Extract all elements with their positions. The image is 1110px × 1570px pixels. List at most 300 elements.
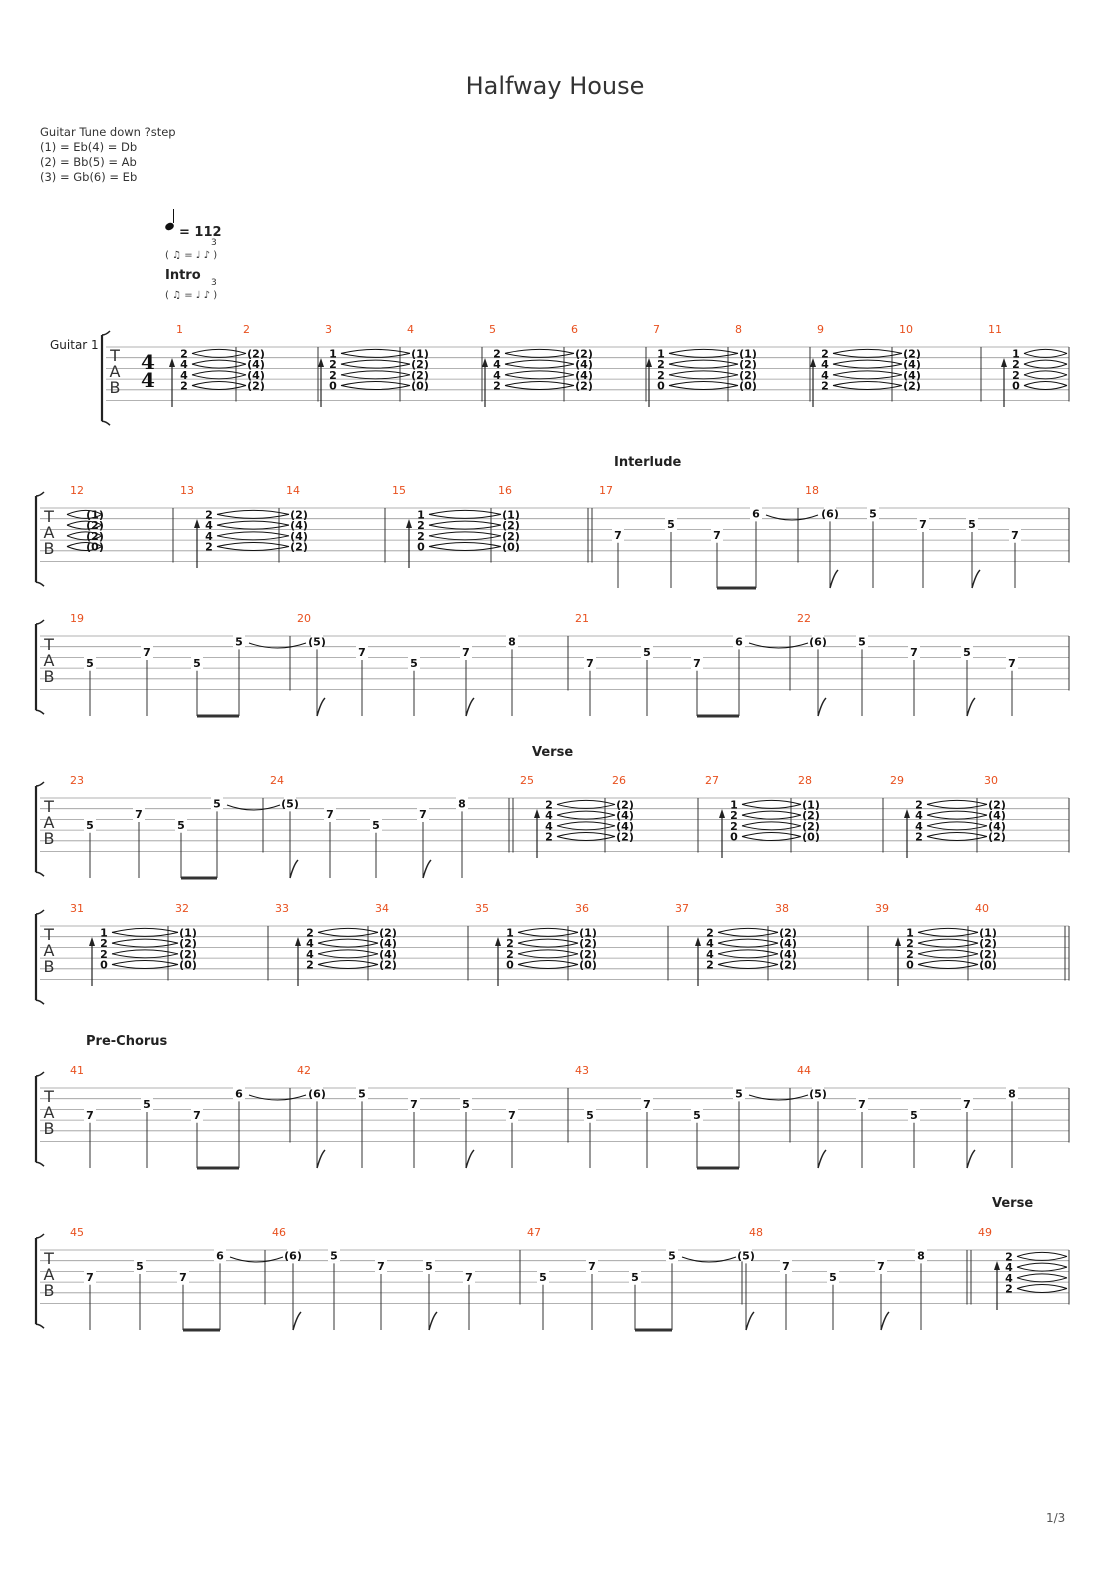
tie-arc <box>742 811 801 815</box>
tab-clef-letter: B <box>43 957 55 976</box>
fret-number: 4 <box>205 519 213 533</box>
tie-arc <box>217 547 289 551</box>
fret-number: 4 <box>306 937 314 951</box>
tie-arc <box>1024 375 1067 379</box>
fret-number: 5 <box>372 818 380 832</box>
fret-number: 6 <box>752 507 760 521</box>
fret-number: 0 <box>329 379 337 393</box>
tie-arc <box>318 932 378 936</box>
upstroke-arrow-icon <box>194 519 200 528</box>
song-title: Halfway House <box>465 72 645 100</box>
fret-number: (6) <box>308 1087 326 1101</box>
tuning-line: (1) = Eb(4) = Db <box>40 140 138 154</box>
tie-arc <box>217 543 289 547</box>
bar-number: 3 <box>325 323 332 336</box>
tie-arc <box>718 954 778 958</box>
tie-arc <box>718 928 778 932</box>
fret-number: 5 <box>213 797 221 811</box>
tie-arc <box>518 928 578 932</box>
tie-arc <box>192 371 246 375</box>
bar-number: 12 <box>70 484 84 497</box>
tie-arc <box>557 826 615 830</box>
fret-number: 7 <box>419 808 427 822</box>
instrument-label: Guitar 1 <box>50 338 99 352</box>
bar-number: 47 <box>527 1226 541 1239</box>
eighth-flag-icon <box>429 1312 437 1330</box>
tie-arc <box>429 510 501 514</box>
fret-number: 8 <box>508 635 516 649</box>
fret-number: (6) <box>821 507 839 521</box>
tie-arc <box>192 375 246 379</box>
bracket-hook <box>36 872 44 876</box>
fret-number: 8 <box>917 1249 925 1263</box>
bracket-hook <box>36 582 44 586</box>
tie-arc <box>518 932 578 936</box>
tied-fret-number: (2) <box>979 947 997 961</box>
tie-arc <box>249 643 306 648</box>
fret-number: 2 <box>906 937 914 951</box>
time-signature: 4 <box>141 350 155 374</box>
tab-clef-letter: T <box>110 346 120 365</box>
tie-arc <box>217 510 289 514</box>
fret-number: 1 <box>906 926 914 940</box>
bracket-hook <box>36 1162 44 1166</box>
fret-number: 2 <box>493 347 501 361</box>
tie-arc <box>557 822 615 826</box>
fret-number: 7 <box>135 808 143 822</box>
bar-number: 44 <box>797 1064 811 1077</box>
tie-arc <box>918 965 978 969</box>
tab-clef-letter: T <box>44 507 54 526</box>
tie-arc <box>927 800 987 804</box>
fret-number: 5 <box>462 1098 470 1112</box>
tie-arc <box>766 515 818 520</box>
fret-number: 4 <box>821 358 829 372</box>
fret-number: 7 <box>86 1270 94 1284</box>
fret-number: 2 <box>1005 1250 1013 1264</box>
tie-arc <box>192 360 246 364</box>
tie-arc <box>742 833 801 837</box>
bar-number: 1 <box>176 323 183 336</box>
tied-fret-number: (0) <box>411 379 429 393</box>
tie-arc <box>1017 1256 1067 1260</box>
tab-clef-letter: T <box>44 1087 54 1106</box>
tied-fret-number: (2) <box>802 809 820 823</box>
bar-number: 36 <box>575 902 589 915</box>
fret-number: 5 <box>330 1249 338 1263</box>
fret-number: 5 <box>410 656 418 670</box>
fret-number: 5 <box>86 818 94 832</box>
fret-number: 8 <box>1008 1087 1016 1101</box>
fret-number: 5 <box>668 1249 676 1263</box>
bar-number: 38 <box>775 902 789 915</box>
bar-number: 26 <box>612 774 626 787</box>
tab-clef-letter: A <box>43 941 55 960</box>
fret-number: 2 <box>730 819 738 833</box>
tie-arc <box>927 811 987 815</box>
tab-clef-letter: A <box>43 1265 55 1284</box>
tie-arc <box>429 547 501 551</box>
fret-number: 2 <box>915 830 923 844</box>
tie-arc <box>918 954 978 958</box>
section-label-pre-chorus: Pre-Chorus <box>86 1034 168 1049</box>
tied-fret-number: (0) <box>802 830 820 844</box>
tab-clef-letter: B <box>43 829 55 848</box>
fret-number: 1 <box>417 508 425 522</box>
tie-arc <box>192 364 246 368</box>
tie-arc <box>749 1095 808 1100</box>
fret-number: 1 <box>657 347 665 361</box>
fret-number: 4 <box>306 947 314 961</box>
bar-number: 39 <box>875 902 889 915</box>
tie-arc <box>918 932 978 936</box>
tie-arc <box>718 961 778 965</box>
tie-arc <box>918 961 978 965</box>
tie-arc <box>742 800 801 804</box>
bracket-hook <box>36 620 44 624</box>
tie-arc <box>217 525 289 529</box>
tied-fret-number: (4) <box>903 368 921 382</box>
bar-number: 48 <box>749 1226 763 1239</box>
fret-number: 2 <box>1012 358 1020 372</box>
fret-number: 5 <box>643 646 651 660</box>
fret-number: 5 <box>735 1087 743 1101</box>
tie-arc <box>557 800 615 804</box>
bar-number: 16 <box>498 484 512 497</box>
tie-arc <box>927 822 987 826</box>
tie-arc <box>557 804 615 808</box>
tie-arc <box>927 826 987 830</box>
tied-fret-number: (2) <box>411 358 429 372</box>
tab-clef-letter: A <box>43 523 55 542</box>
tie-arc <box>918 939 978 943</box>
bar-number: 37 <box>675 902 689 915</box>
tied-fret-number: (4) <box>575 368 593 382</box>
tie-arc <box>718 932 778 936</box>
tied-fret-number: (1) <box>802 798 820 812</box>
tied-fret-number: (2) <box>579 937 597 951</box>
bracket-hook <box>36 710 44 714</box>
bar-number: 30 <box>984 774 998 787</box>
bar-number: 24 <box>270 774 284 787</box>
fret-number: (5) <box>281 797 299 811</box>
tied-fret-number: (2) <box>379 926 397 940</box>
tie-arc <box>318 928 378 932</box>
tie-arc <box>927 815 987 819</box>
eighth-flag-icon <box>290 860 298 878</box>
bar-number: 27 <box>705 774 719 787</box>
tied-fret-number: (1) <box>86 508 104 522</box>
bar-number: 8 <box>735 323 742 336</box>
tab-clef-letter: T <box>44 1249 54 1268</box>
fret-number: (6) <box>809 635 827 649</box>
bar-number: 33 <box>275 902 289 915</box>
tied-fret-number: (4) <box>616 809 634 823</box>
eighth-flag-icon <box>466 698 474 716</box>
upstroke-arrow-icon <box>406 519 412 528</box>
tie-arc <box>227 805 280 810</box>
fret-number: 7 <box>858 1098 866 1112</box>
tie-arc <box>1017 1274 1067 1278</box>
swing-marker-text: ( ♫ = ♩ ♪ ) <box>165 290 218 301</box>
tie-arc <box>918 950 978 954</box>
tie-arc <box>429 543 501 547</box>
fret-number: 7 <box>588 1260 596 1274</box>
tie-arc <box>318 943 378 947</box>
tied-fret-number: (2) <box>802 819 820 833</box>
fret-number: 0 <box>417 540 425 554</box>
tied-fret-number: (0) <box>86 540 104 554</box>
tied-fret-number: (4) <box>616 819 634 833</box>
fret-number: 5 <box>869 507 877 521</box>
page-number: 1/3 <box>1046 1511 1066 1525</box>
tab-clef-letter: T <box>44 635 54 654</box>
tie-arc <box>718 939 778 943</box>
tied-fret-number: (4) <box>779 947 797 961</box>
fret-number: 4 <box>180 358 188 372</box>
fret-number: 4 <box>205 529 213 543</box>
tie-arc <box>1024 382 1067 386</box>
bar-number: 7 <box>653 323 660 336</box>
eighth-flag-icon <box>818 1150 826 1168</box>
bar-number: 14 <box>286 484 300 497</box>
tie-arc <box>429 514 501 518</box>
bar-number: 28 <box>798 774 812 787</box>
bracket-hook <box>102 331 110 335</box>
upstroke-arrow-icon <box>994 1261 1000 1270</box>
fret-number: 7 <box>643 1098 651 1112</box>
bar-number: 43 <box>575 1064 589 1077</box>
swing-marker-text: ( ♫ = ♩ ♪ ) <box>165 250 218 261</box>
fret-number: 5 <box>858 635 866 649</box>
eighth-flag-icon <box>466 1150 474 1168</box>
tied-fret-number: (4) <box>379 937 397 951</box>
tie-arc <box>518 961 578 965</box>
fret-number: 5 <box>193 656 201 670</box>
time-signature: 4 <box>141 368 155 392</box>
tie-arc <box>217 521 289 525</box>
tie-arc <box>918 943 978 947</box>
fret-number: 2 <box>506 937 514 951</box>
tie-arc <box>518 954 578 958</box>
bar-number: 29 <box>890 774 904 787</box>
tie-arc <box>927 833 987 837</box>
tab-clef-letter: T <box>44 925 54 944</box>
tie-arc <box>927 837 987 841</box>
bar-number: 32 <box>175 902 189 915</box>
tied-fret-number: (1) <box>579 926 597 940</box>
tie-arc <box>1024 371 1067 375</box>
tie-arc <box>429 525 501 529</box>
bracket-hook <box>36 1072 44 1076</box>
tie-arc <box>318 939 378 943</box>
fret-number: 4 <box>915 809 923 823</box>
tied-fret-number: (4) <box>247 358 265 372</box>
tied-fret-number: (2) <box>739 368 757 382</box>
tab-clef-letter: A <box>43 651 55 670</box>
bar-number: 22 <box>797 612 811 625</box>
tied-fret-number: (4) <box>988 809 1006 823</box>
tied-fret-number: (2) <box>579 947 597 961</box>
tied-fret-number: (2) <box>979 937 997 951</box>
tempo-value: = 112 <box>179 225 222 240</box>
fret-number: 7 <box>465 1270 473 1284</box>
tie-arc <box>742 822 801 826</box>
fret-number: 2 <box>493 379 501 393</box>
fret-number: 4 <box>493 368 501 382</box>
bar-number: 31 <box>70 902 84 915</box>
tab-clef-letter: B <box>109 378 121 397</box>
fret-number: 4 <box>180 368 188 382</box>
section-label-verse: Verse <box>532 745 574 760</box>
tied-fret-number: (1) <box>502 508 520 522</box>
tie-arc <box>217 536 289 540</box>
tie-arc <box>742 837 801 841</box>
fret-number: 5 <box>425 1260 433 1274</box>
upstroke-arrow-icon <box>904 809 910 818</box>
tied-fret-number: (2) <box>616 798 634 812</box>
tie-arc <box>742 804 801 808</box>
fret-number: 7 <box>1008 656 1016 670</box>
section-label-verse: Verse <box>992 1196 1034 1211</box>
fret-number: 8 <box>458 797 466 811</box>
fret-number: 4 <box>821 368 829 382</box>
tie-arc <box>742 826 801 830</box>
fret-number: 5 <box>143 1098 151 1112</box>
tied-fret-number: (2) <box>179 947 197 961</box>
tie-arc <box>192 353 246 357</box>
fret-number: 7 <box>919 518 927 532</box>
tie-arc <box>1024 353 1067 357</box>
fret-number: 2 <box>306 958 314 972</box>
fret-number: 7 <box>586 656 594 670</box>
tie-arc <box>192 349 246 353</box>
tied-fret-number: (2) <box>86 519 104 533</box>
fret-number: 7 <box>462 646 470 660</box>
fret-number: 4 <box>706 947 714 961</box>
fret-number: 2 <box>657 358 665 372</box>
fret-number: 7 <box>179 1270 187 1284</box>
tied-fret-number: (2) <box>616 830 634 844</box>
tied-fret-number: (1) <box>739 347 757 361</box>
fret-number: 2 <box>821 379 829 393</box>
tied-fret-number: (2) <box>779 958 797 972</box>
fret-number: 7 <box>193 1108 201 1122</box>
fret-number: (5) <box>809 1087 827 1101</box>
tied-fret-number: (2) <box>379 958 397 972</box>
fret-number: 5 <box>86 656 94 670</box>
bar-number: 49 <box>978 1226 992 1239</box>
fret-number: 1 <box>100 926 108 940</box>
eighth-flag-icon <box>967 1150 975 1168</box>
fret-number: 7 <box>782 1260 790 1274</box>
tuning-line: (2) = Bb(5) = Ab <box>40 155 137 169</box>
fret-number: 1 <box>329 347 337 361</box>
bracket-hook <box>36 492 44 496</box>
fret-number: 5 <box>963 646 971 660</box>
tie-arc <box>1017 1263 1067 1267</box>
tie-arc <box>557 837 615 841</box>
fret-number: 0 <box>100 958 108 972</box>
tied-fret-number: (4) <box>290 529 308 543</box>
fret-number: 5 <box>136 1260 144 1274</box>
eighth-flag-icon <box>830 570 838 588</box>
tab-clef-letter: B <box>43 1281 55 1300</box>
tie-arc <box>518 939 578 943</box>
fret-number: 2 <box>417 519 425 533</box>
upstroke-arrow-icon <box>482 358 488 367</box>
tied-fret-number: (2) <box>779 926 797 940</box>
tie-arc <box>1017 1285 1067 1289</box>
upstroke-arrow-icon <box>895 937 901 946</box>
tie-arc <box>192 382 246 386</box>
bar-number: 13 <box>180 484 194 497</box>
fret-number: 2 <box>100 947 108 961</box>
fret-number: 2 <box>180 379 188 393</box>
tie-arc <box>1017 1267 1067 1271</box>
tied-fret-number: (2) <box>903 379 921 393</box>
fret-number: 0 <box>730 830 738 844</box>
upstroke-arrow-icon <box>534 809 540 818</box>
bracket-hook <box>36 1234 44 1238</box>
fret-number: 7 <box>143 646 151 660</box>
fret-number: 7 <box>614 528 622 542</box>
tie-arc <box>682 1257 736 1262</box>
tied-fret-number: (2) <box>290 540 308 554</box>
fret-number: 2 <box>180 347 188 361</box>
tied-fret-number: (1) <box>179 926 197 940</box>
fret-number: 7 <box>508 1108 516 1122</box>
fret-number: 7 <box>910 646 918 660</box>
eighth-flag-icon <box>293 1312 301 1330</box>
tied-fret-number: (2) <box>988 798 1006 812</box>
bar-number: 40 <box>975 902 989 915</box>
fret-number: 4 <box>1005 1261 1013 1275</box>
upstroke-arrow-icon <box>495 937 501 946</box>
tie-arc <box>557 815 615 819</box>
fret-number: 6 <box>216 1249 224 1263</box>
tie-arc <box>749 643 808 648</box>
fret-number: 5 <box>693 1108 701 1122</box>
tied-fret-number: (2) <box>290 508 308 522</box>
fret-number: 2 <box>329 368 337 382</box>
fret-number: 2 <box>706 958 714 972</box>
eighth-flag-icon <box>317 698 325 716</box>
fret-number: 7 <box>877 1260 885 1274</box>
tied-fret-number: (2) <box>575 347 593 361</box>
tied-fret-number: (0) <box>502 540 520 554</box>
bar-number: 9 <box>817 323 824 336</box>
fret-number: 0 <box>506 958 514 972</box>
fret-number: 7 <box>86 1108 94 1122</box>
fret-number: 2 <box>100 937 108 951</box>
bar-number: 18 <box>805 484 819 497</box>
fret-number: 4 <box>1005 1271 1013 1285</box>
bar-number: 10 <box>899 323 913 336</box>
fret-number: 1 <box>506 926 514 940</box>
fret-number: 7 <box>693 656 701 670</box>
upstroke-arrow-icon <box>719 809 725 818</box>
fret-number: 5 <box>539 1270 547 1284</box>
fret-number: 4 <box>493 358 501 372</box>
tie-arc <box>718 950 778 954</box>
tab-clef-letter: B <box>43 667 55 686</box>
bracket-hook <box>102 421 110 425</box>
eighth-flag-icon <box>746 1312 754 1330</box>
upstroke-arrow-icon <box>646 358 652 367</box>
tie-arc <box>1024 386 1067 390</box>
upstroke-arrow-icon <box>169 358 175 367</box>
